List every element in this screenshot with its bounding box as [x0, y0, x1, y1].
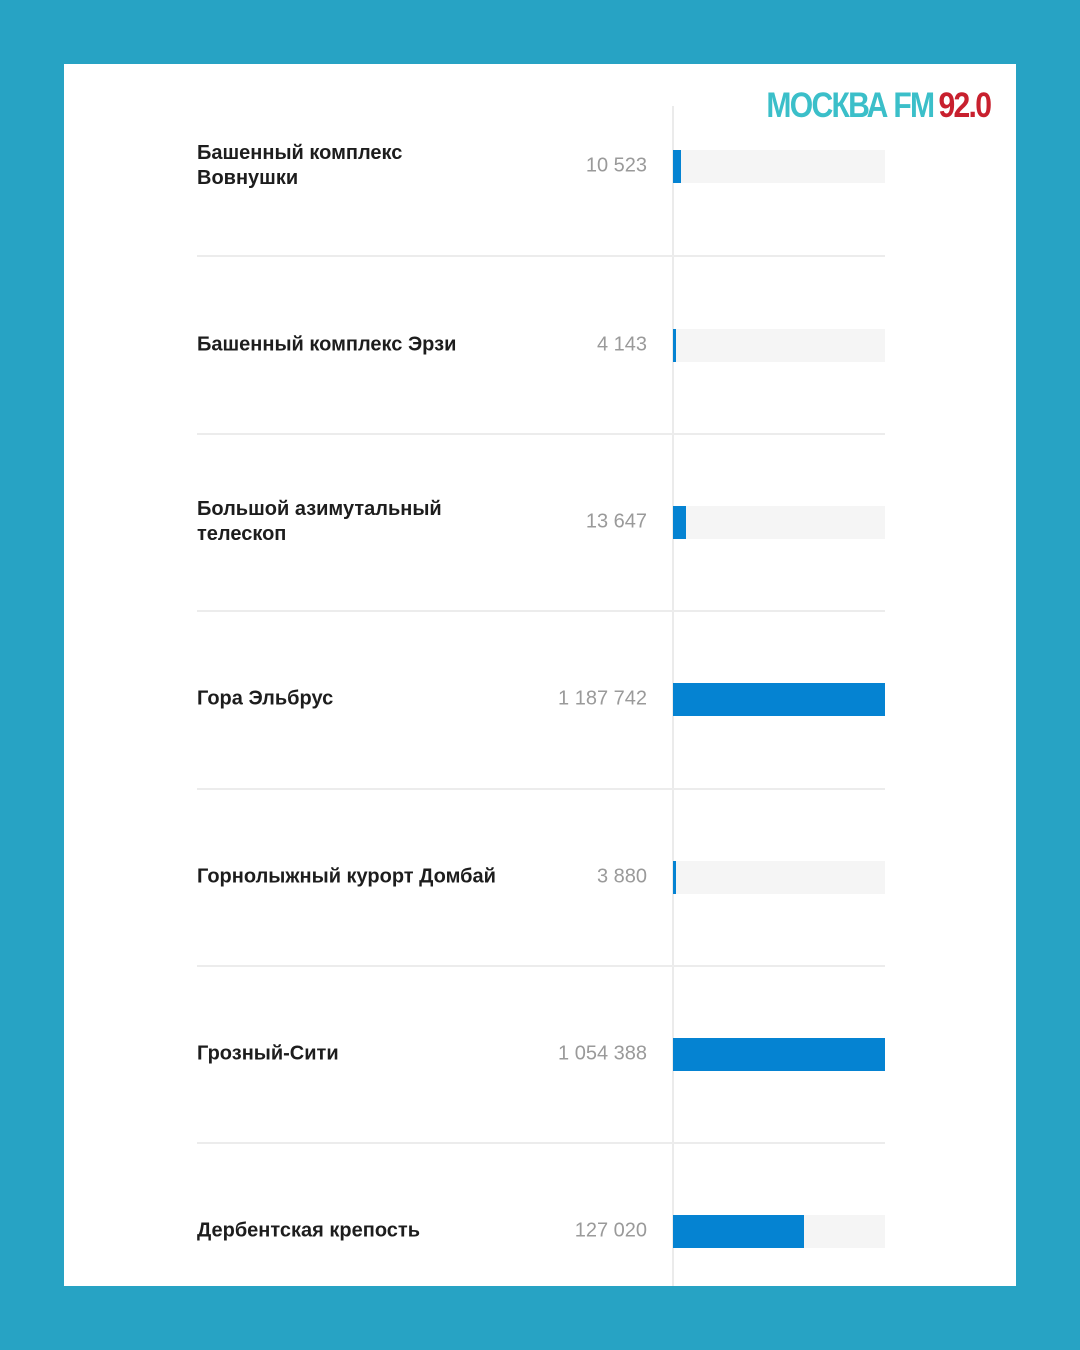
category-label: Башенный комплекс Эрзи [197, 333, 457, 356]
moskva-fm-logo [766, 86, 990, 126]
bar [673, 150, 681, 183]
chart-row [64, 142, 1016, 189]
row-divider [197, 965, 885, 967]
row-divider [197, 610, 885, 612]
row-divider [197, 255, 885, 257]
chart-card [64, 64, 1016, 1286]
bar-track [673, 683, 885, 716]
chart-row [64, 498, 1016, 545]
value-label: 10 523 [585, 154, 647, 177]
category-label: Большой азимутальный телескоп [197, 498, 442, 545]
bar [673, 1038, 885, 1071]
value-label: 1 054 388 [558, 1042, 647, 1065]
value-label: 3 880 [596, 865, 647, 888]
category-label: Башенный комплекс Вовнушки [197, 142, 403, 189]
bar [673, 861, 676, 894]
bar-track [673, 150, 885, 183]
chart-row [64, 325, 1016, 365]
category-label: Дербентская крепость [197, 1219, 420, 1242]
category-label: Горнолыжный курорт Домбай [197, 865, 496, 888]
chart-row [64, 679, 1016, 719]
bar [673, 1215, 804, 1248]
bar-track [673, 861, 885, 894]
row-divider [197, 788, 885, 790]
bar-track [673, 1215, 885, 1248]
chart-row [64, 1211, 1016, 1251]
bar [673, 683, 885, 716]
bar [673, 329, 676, 362]
category-label: Грозный-Сити [197, 1042, 339, 1065]
bar [673, 506, 686, 539]
value-label: 13 647 [585, 510, 647, 533]
row-divider [197, 433, 885, 435]
chart-row [64, 1034, 1016, 1074]
bar-track [673, 329, 885, 362]
bar-track [673, 506, 885, 539]
value-label: 1 187 742 [558, 687, 647, 710]
row-divider [197, 1142, 885, 1144]
value-label: 127 020 [574, 1219, 647, 1242]
category-label: Гора Эльбрус [197, 687, 334, 710]
logo-brand-text: МОСКВА FM [766, 86, 934, 125]
logo-frequency-text: 92.0 [938, 86, 990, 125]
bar-track [673, 1038, 885, 1071]
chart-row [64, 857, 1016, 897]
value-label: 4 143 [596, 333, 647, 356]
